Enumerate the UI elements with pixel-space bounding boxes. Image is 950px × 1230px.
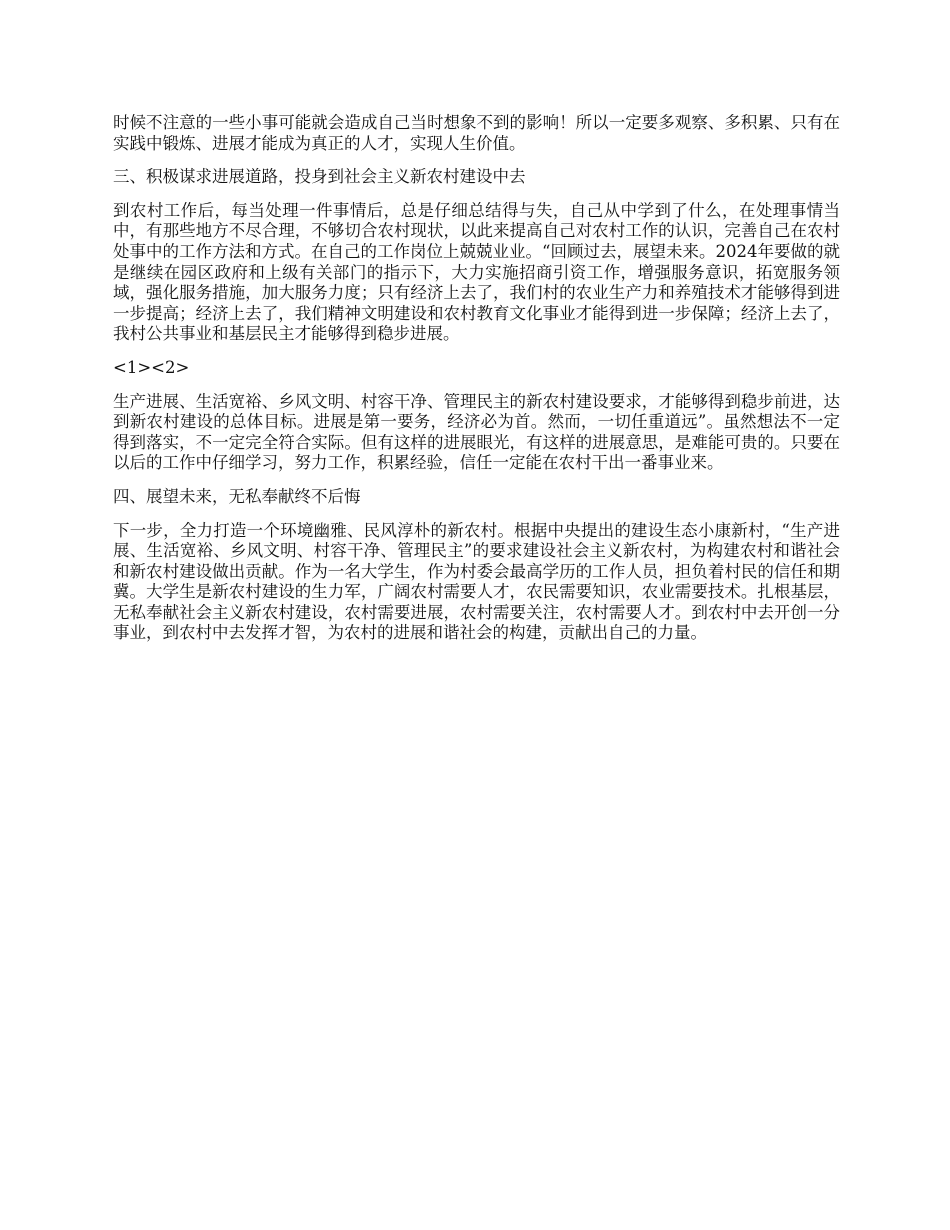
section-heading-4: 四、展望未来，无私奉献终不后悔	[113, 486, 361, 506]
paragraph-section-3-continued: 生产进展、生活宽裕、乡风文明、村容干净、管理民主的新农村建设要求，才能够得到稳步前进，达到新农村建设的总体目标。进展是第一要务，经济必为首。然而，一切任重道远”。虽然想法不一定得到落实，不一定完全符合实际。但有这样的进展眼光，有这样的进展意思，是难能可贵的。只要在以后的工作中仔细学习，努力工作，积累经验，信任一定能在农村干出一番事业来。	[113, 391, 840, 473]
paragraph-section-3-body: 到农村工作后，每当处理一件事情后，总是仔细总结得与失，自己从中学到了什么，在处理事情当中，有那些地方不尽合理，不够切合农村现状，以此来提高自己对农村工作的认识，完善自己在农村处事中的工作方法和方式。在自己的工作岗位上兢兢业业。“回顾过去，展望未来。2024年要做的就是继续在园区政府和上级有关部门的指示下，大力实施招商引资工作，增强服务意识，拓宽服务领域，强化服务措施，加大服务力度；只有经济上去了，我们村的农业生产力和养殖技术才能够得到进一步提高；经济上去了，我们精神文明建设和农村教育文化事业才能得到进一步保障；经济上去了，我村公共事业和基层民主才能够得到稳步进展。	[113, 200, 840, 344]
paragraph-intro-continuation: 时候不注意的一些小事可能就会造成自己当时想象不到的影响！所以一定要多观察、多积累、只有在实践中锻炼、进展才能成为真正的人才，实现人生价值。	[113, 113, 840, 153]
paragraph-section-4-body: 下一步，全力打造一个环境幽雅、民风淳朴的新农村。根据中央提出的建设生态小康新村，“生产进展、生活宽裕、乡风文明、村容干净、管理民主”的要求建设社会主义新农村，为构建农村和谐社会和新农村建设做出贡献。作为一名大学生，作为村委会最高学历的工作人员，担负着村民的信任和期冀。大学生是新农村建设的生力军，广阔农村需要人才，农民需要知识，农业需要技术。扎根基层，无私奉献社会主义新农村建设，农村需要进展，农村需要关注，农村需要人才。到农村中去开创一分事业，到农村中去发挥才智，为农村的进展和谐社会的构建，贡献出自己的力量。	[113, 520, 840, 643]
document-page	[113, 113, 840, 657]
section-heading-3: 三、积极谋求进展道路，投身到社会主义新农村建设中去	[113, 167, 526, 187]
page-marker: <1><2>	[113, 357, 190, 377]
